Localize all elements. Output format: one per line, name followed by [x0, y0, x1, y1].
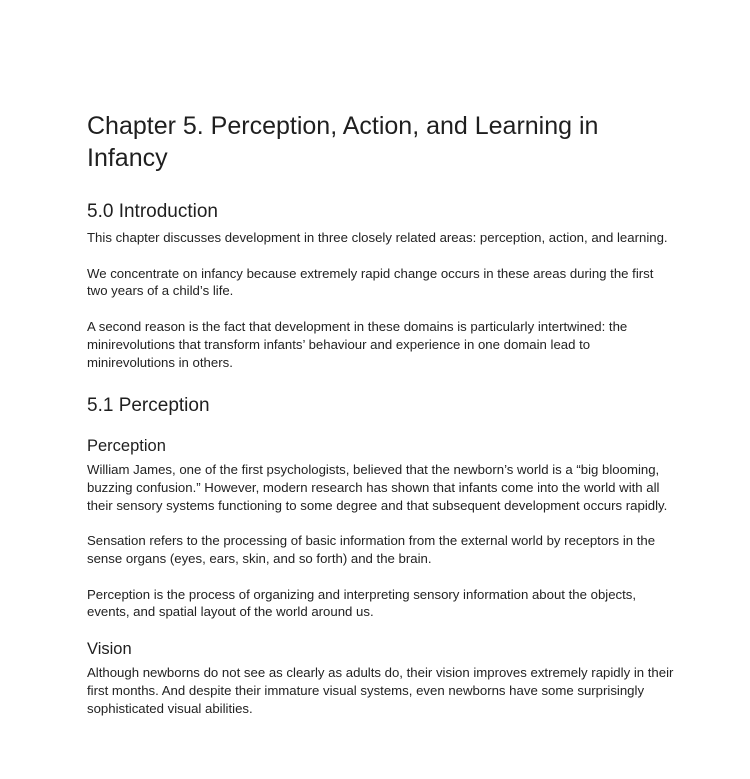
paragraph: Although newborns do not see as clearly as adults do, their vision improves extremely rapidly in their first months. And despite their immature visual systems, even newborns have some surprisingly sophisticated visual abilities.: [87, 665, 674, 716]
paragraph: This chapter discusses development in three closely related areas: perception, action, and learning.: [87, 230, 668, 245]
paragraph: Sensation refers to the processing of basic information from the external world by receptors in the sense organs (eyes, ears, skin, and so forth) and the brain.: [87, 533, 656, 567]
paragraph: We concentrate on infancy because extremely rapid change occurs in these areas during the first two years of a child’s life.: [87, 265, 654, 299]
chapter-title: Chapter 5. Perception, Action, and Learning in Infancy: [87, 112, 599, 172]
paragraph: A second reason is the fact that development in these domains is particularly intertwined: the minirevolutions that transform infants’ behaviour and experience in one domain lead to minirevolutions in others.: [87, 319, 628, 370]
section-heading-perception: 5.1 Perception: [87, 395, 210, 417]
subsection-heading-perception: Perception: [87, 437, 166, 456]
subsection-heading-vision: Vision: [87, 640, 132, 659]
section-heading-introduction: 5.0 Introduction: [87, 201, 218, 222]
paragraph: William James, one of the first psychologists, believed that the newborn’s world is a “big blooming, buzzing confusion.” However, modern research has shown that infants come into the world with all their sensory systems functioning to some degree and that subsequent development occurs rapidly.: [87, 462, 668, 513]
document-body: [87, 110, 677, 717]
paragraph: Perception is the process of organizing and interpreting sensory information about the objects, events, and spatial layout of the world around us.: [87, 586, 637, 620]
